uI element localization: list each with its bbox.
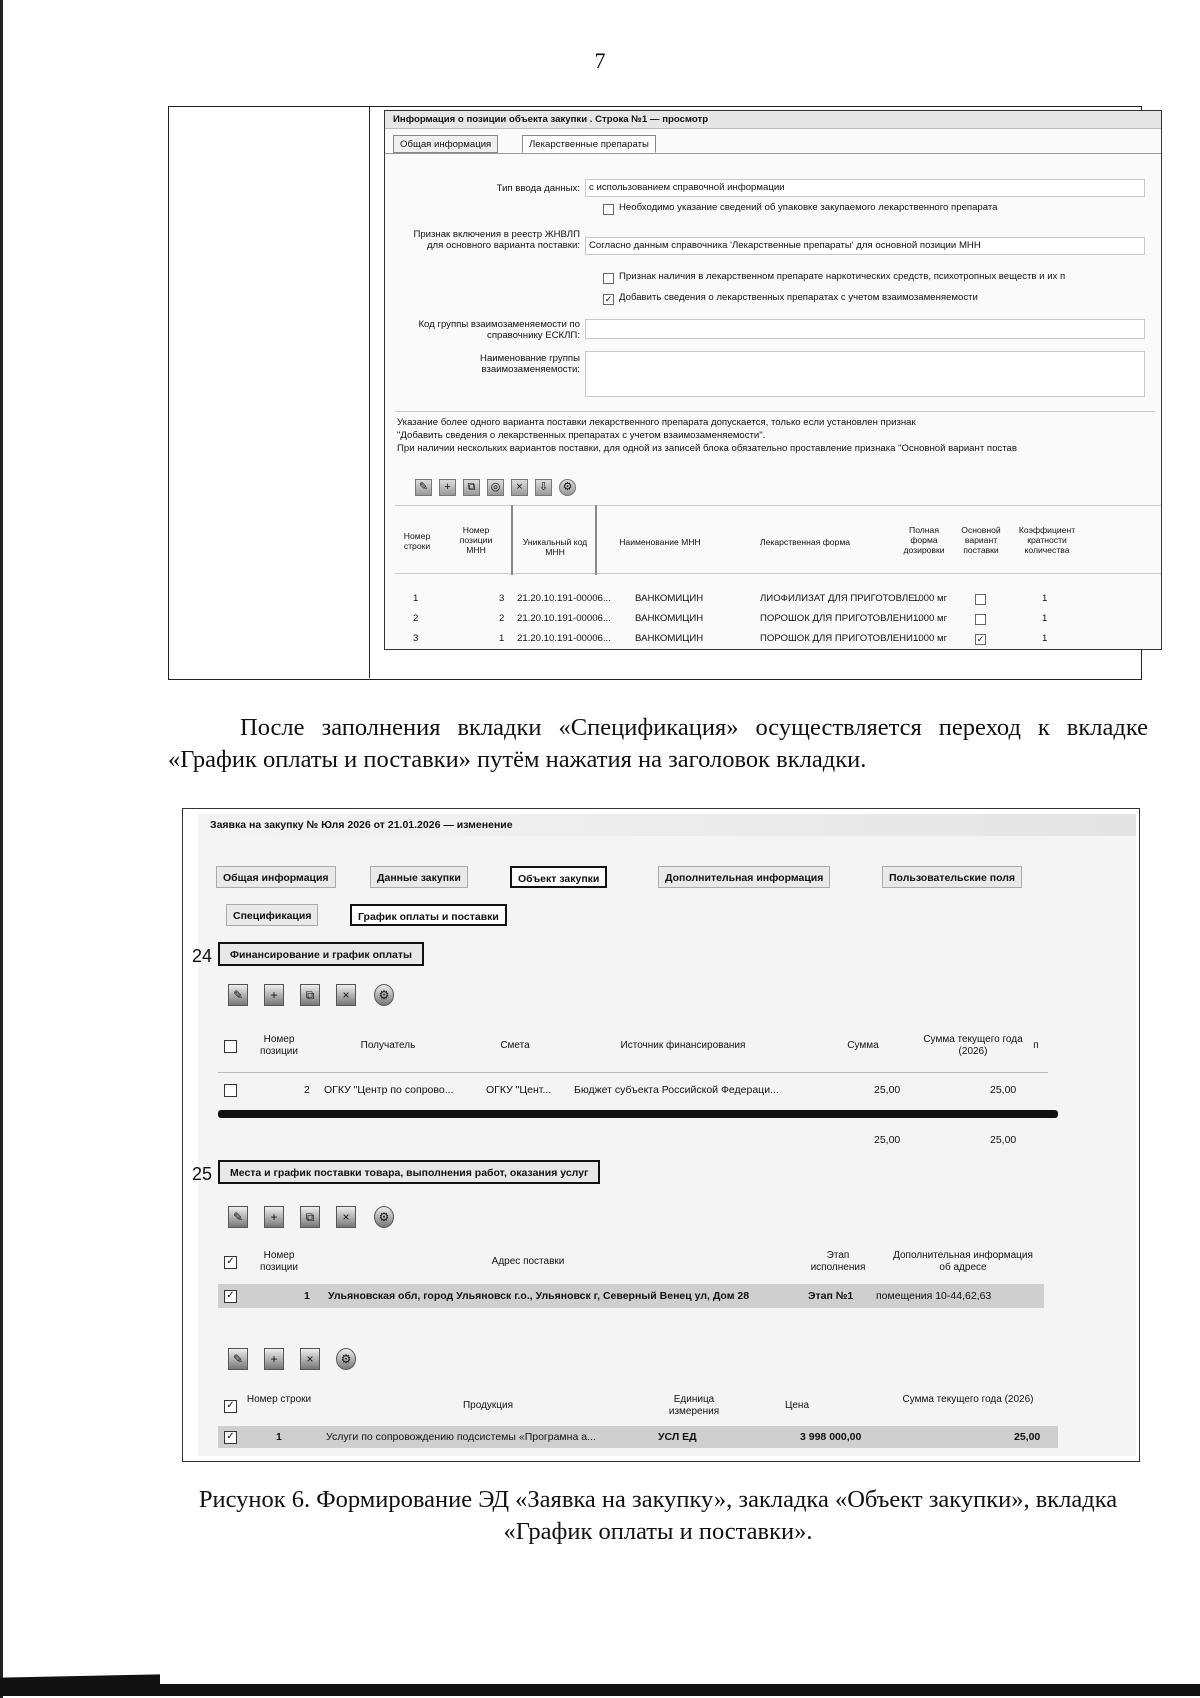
col-execution-stage: Этап исполнения [810, 1250, 866, 1273]
edit-icon[interactable]: ✎ [228, 1206, 248, 1228]
window-title: Заявка на закупку № Юля 2026 от 21.01.2026 — изменение [198, 814, 1136, 836]
zhnvlp-field[interactable]: Согласно данным справочника 'Лекарственные препараты' для основной позиции МНН [585, 237, 1145, 255]
col-estimate: Смета [500, 1040, 530, 1051]
settings-icon[interactable]: ⚙ [336, 1348, 356, 1370]
drug-info-window: Информация о позиции объекта закупки . Строка №1 — просмотр Общая информация Лекарственные препараты Тип ввода данных: с использованием справочной информации Необходимо указание сведений об упаковке закупаемого лекарственного препарата Признак включения в реестр ЖНВЛП для основного варианта поставки: Согласно данным справочника 'Лекарственные препараты' для основной позиции МНН Признак наличия в лекарственном препарате наркотических средств, психотропных веществ и их п ✓ Добавить сведения о лекарственных препаратах с учетом взаимозаменяемости Код группы взаимозаменяемости по справочнику ЕСКЛП: Наименование группы взаимозаменяемости: Указание более одного варианта поставки лекарственного препарата допускается, только если установлен признак "Добавить сведения о лекарственных препаратах с учетом взаимозаменяемости". При наличии нескольких вариантов поставки, для одной из записей блока обязательно проставление признака "Основной вариант постав ✎ + ⧉ ◎ × ⇩ ⚙ Номер строки Номер позиции МНН Уникальный код МНН Наименование МНН Лекарственная форма Полная форма дозировки Основной вариант поставки Коэффициент кратности количества 1 3 21.20.10.191-00006... ВАНКОМИЦИН ЛИОФИЛИЗАТ ДЛЯ ПРИГОТОВЛЕ... 1000 мг 1 2 2 21.20.10.191-00006... ВАНКОМИЦИН ПОРОШОК ДЛЯ ПРИГОТОВЛЕНИ... 1000 мг 1 3 1 21.20.10.191-00006... ВАНКОМИЦИН ПОРОШОК ДЛЯ ПРИГОТОВЛЕНИ... 1000 мг ✓ 1 [384, 110, 1162, 650]
window-title: Информация о позиции объекта закупки . Строка №1 — просмотр [385, 111, 1161, 129]
col-row-number: Номер строки [403, 531, 431, 551]
col-dosage-form: Лекарственная форма [759, 537, 851, 547]
delete-icon[interactable]: × [336, 984, 356, 1006]
settings-icon[interactable]: ⚙ [374, 984, 394, 1006]
col-position-number: Номер позиции [260, 1250, 298, 1273]
packaging-checkbox-label: Необходимо указание сведений об упаковке закупаемого лекарственного препарата [619, 202, 998, 213]
zhnvlp-label: Признак включения в реестр ЖНВЛП для основного варианта поставки: [413, 229, 580, 251]
col-mnn-name: Наименование МНН [619, 537, 701, 547]
select-all-checkbox[interactable]: ✓ [224, 1400, 237, 1413]
main-variant-checkbox[interactable] [975, 594, 986, 605]
tab-payment-delivery-schedule[interactable]: График оплаты и поставки [350, 904, 507, 926]
add-icon[interactable]: + [264, 1348, 284, 1370]
export-icon[interactable]: ⇩ [535, 479, 552, 496]
purchase-request-window: Заявка на закупку № Юля 2026 от 21.01.2026 — изменение Общая информация Данные закупки Объект закупки Дополнительная информация Пользовательские поля Спецификация График оплаты и поставки 24 Финансирование и график оплаты ✎ + ⧉ × ⚙ Номер позиции Получатель Смета Источник финансирования Сумма Сумма текущего года (2026) п 2 ОГКУ "Центр по сопрово... ОГКУ "Цент... Бюджет субъекта Российской Федераци... 25,00 25,00 25,00 25,00 25 Места и график поставки товара, выполнения работ, оказания услуг ✎ + ⧉ × ⚙ ✓ Номер позиции Адрес поставки Этап исполнения Дополнительная информация об адресе ✓ 1 Ульяновская обл, город Ульяновск г.о., Ульяновск г, Северный Венец ул, Дом 28 Этап №1 помещения 10-44,62,63 ✎ + × ⚙ ✓ Номер строки Продукция Единица измерения Цена Сумма текущего года (2026) ✓ 1 Услуги по сопровождению подсистемы «Програмна а... УСЛ ЕД 3 998 000,00 25,00 [198, 814, 1136, 1456]
note-line-1: Указание более одного варианта поставки лекарственного препарата допускается, только если установлен признак [397, 417, 916, 428]
callout-number-25: 25 [192, 1164, 213, 1184]
callout-number-24: 24 [192, 946, 213, 966]
col-truncated: п [1033, 1040, 1039, 1051]
edit-icon[interactable]: ✎ [228, 1348, 248, 1370]
col-delivery-address: Адрес поставки [491, 1256, 565, 1267]
body-paragraph: После заполнения вкладки «Спецификация» осуществляется переход к вкладке «График оплаты и поставки» путём нажатия на заголовок вкладки. [168, 714, 1148, 773]
main-variant-checkbox[interactable]: ✓ [976, 634, 985, 644]
section-financing-title[interactable]: Финансирование и график оплаты [218, 942, 424, 966]
note-line-2: "Добавить сведения о лекарственных препаратах с учетом взаимозаменяемости". [397, 430, 766, 441]
group-code-label: Код группы взаимозаменяемости по справочнику ЕСКЛП: [418, 319, 580, 341]
edit-icon[interactable]: ✎ [228, 984, 248, 1006]
tab-specification[interactable]: Спецификация [226, 904, 318, 926]
tab-user-fields[interactable]: Пользовательские поля [882, 866, 1022, 888]
figure1-divider [369, 106, 370, 678]
total-sum-current-year: 25,00 [990, 1134, 1017, 1146]
settings-icon[interactable]: ⚙ [559, 479, 576, 496]
col-funding-source: Источник финансирования [620, 1040, 746, 1051]
input-type-field[interactable]: с использованием справочной информации [585, 179, 1145, 197]
col-main-variant: Основной вариант поставки [961, 525, 1001, 555]
input-type-label: Тип ввода данных: [496, 183, 580, 194]
packaging-checkbox[interactable] [603, 204, 614, 215]
main-variant-checkbox[interactable] [975, 614, 986, 625]
copy-icon[interactable]: ⧉ [463, 479, 480, 496]
interchange-checkbox-label: Добавить сведения о лекарственных препаратах с учетом взаимозаменяемости [619, 292, 978, 303]
select-all-checkbox[interactable] [224, 1040, 237, 1053]
edit-icon[interactable]: ✎ [415, 479, 432, 496]
copy-icon[interactable]: ⧉ [300, 1206, 320, 1228]
delete-icon[interactable]: × [511, 479, 528, 496]
tab-general-info[interactable]: Общая информация [393, 135, 498, 153]
row-checkbox[interactable] [224, 1084, 237, 1097]
section-delivery-title[interactable]: Места и график поставки товара, выполнения работ, оказания услуг [218, 1160, 600, 1184]
col-mnn-code: Уникальный код МНН [522, 537, 588, 557]
tab-general-info[interactable]: Общая информация [216, 866, 336, 888]
col-sum-current-year: Сумма текущего года (2026) [902, 1394, 1034, 1405]
col-position-number: Номер позиции [260, 1034, 298, 1057]
row-checkbox[interactable]: ✓ [224, 1290, 237, 1303]
total-sum: 25,00 [874, 1134, 901, 1146]
tab-drugs[interactable]: Лекарственные препараты [522, 135, 656, 153]
interchange-checkbox[interactable]: ✓ [604, 294, 613, 304]
tab-purchase-data[interactable]: Данные закупки [370, 866, 468, 888]
group-code-field[interactable] [585, 319, 1145, 339]
col-price: Цена [784, 1400, 810, 1411]
add-icon[interactable]: + [264, 984, 284, 1006]
copy-icon[interactable]: ⧉ [300, 984, 320, 1006]
delete-icon[interactable]: × [336, 1206, 356, 1228]
col-row-number: Номер строки [246, 1394, 312, 1405]
horizontal-scrollbar[interactable] [218, 1110, 1058, 1118]
note-line-3: При наличии нескольких вариантов поставки, для одной из записей блока обязательно проставление признака "Основной вариант постав [397, 443, 1017, 454]
settings-icon[interactable]: ⚙ [374, 1206, 394, 1228]
select-all-checkbox[interactable]: ✓ [224, 1256, 237, 1269]
add-icon[interactable]: + [264, 1206, 284, 1228]
col-unit: Единица измерения [668, 1394, 720, 1417]
col-sum-current-year: Сумма текущего года (2026) [923, 1034, 1023, 1057]
page-number: 7 [594, 48, 606, 73]
col-address-info: Дополнительная информация об адресе [893, 1250, 1033, 1273]
scan-left-edge [0, 0, 3, 1698]
col-sum: Сумма [847, 1040, 879, 1051]
col-recipient: Получатель [360, 1040, 416, 1051]
delete-icon[interactable]: × [300, 1348, 320, 1370]
group-name-field[interactable] [585, 351, 1145, 397]
group-name-label: Наименование группы взаимозаменяемости: [480, 353, 580, 375]
narcotic-checkbox[interactable] [603, 273, 614, 284]
row-checkbox[interactable]: ✓ [224, 1431, 237, 1444]
col-full-dose: Полная форма дозировки [903, 525, 945, 555]
narcotic-checkbox-label: Признак наличия в лекарственном препарате наркотических средств, психотропных веществ и их п [619, 271, 1066, 282]
tab-additional-info[interactable]: Дополнительная информация [658, 866, 830, 888]
scan-bottom-bar [0, 1684, 1200, 1696]
col-coefficient: Коэффициент кратности количества [1018, 525, 1076, 555]
col-mnn-position: Номер позиции МНН [459, 525, 493, 555]
add-icon[interactable]: + [439, 479, 456, 496]
tab-purchase-object[interactable]: Объект закупки [510, 866, 607, 888]
view-icon[interactable]: ◎ [487, 479, 504, 496]
col-product: Продукция [462, 1400, 514, 1411]
figure-caption: Рисунок 6. Формирование ЭД «Заявка на закупку», закладка «Объект закупки», вкладка «График оплаты и поставки». [198, 1486, 1118, 1545]
